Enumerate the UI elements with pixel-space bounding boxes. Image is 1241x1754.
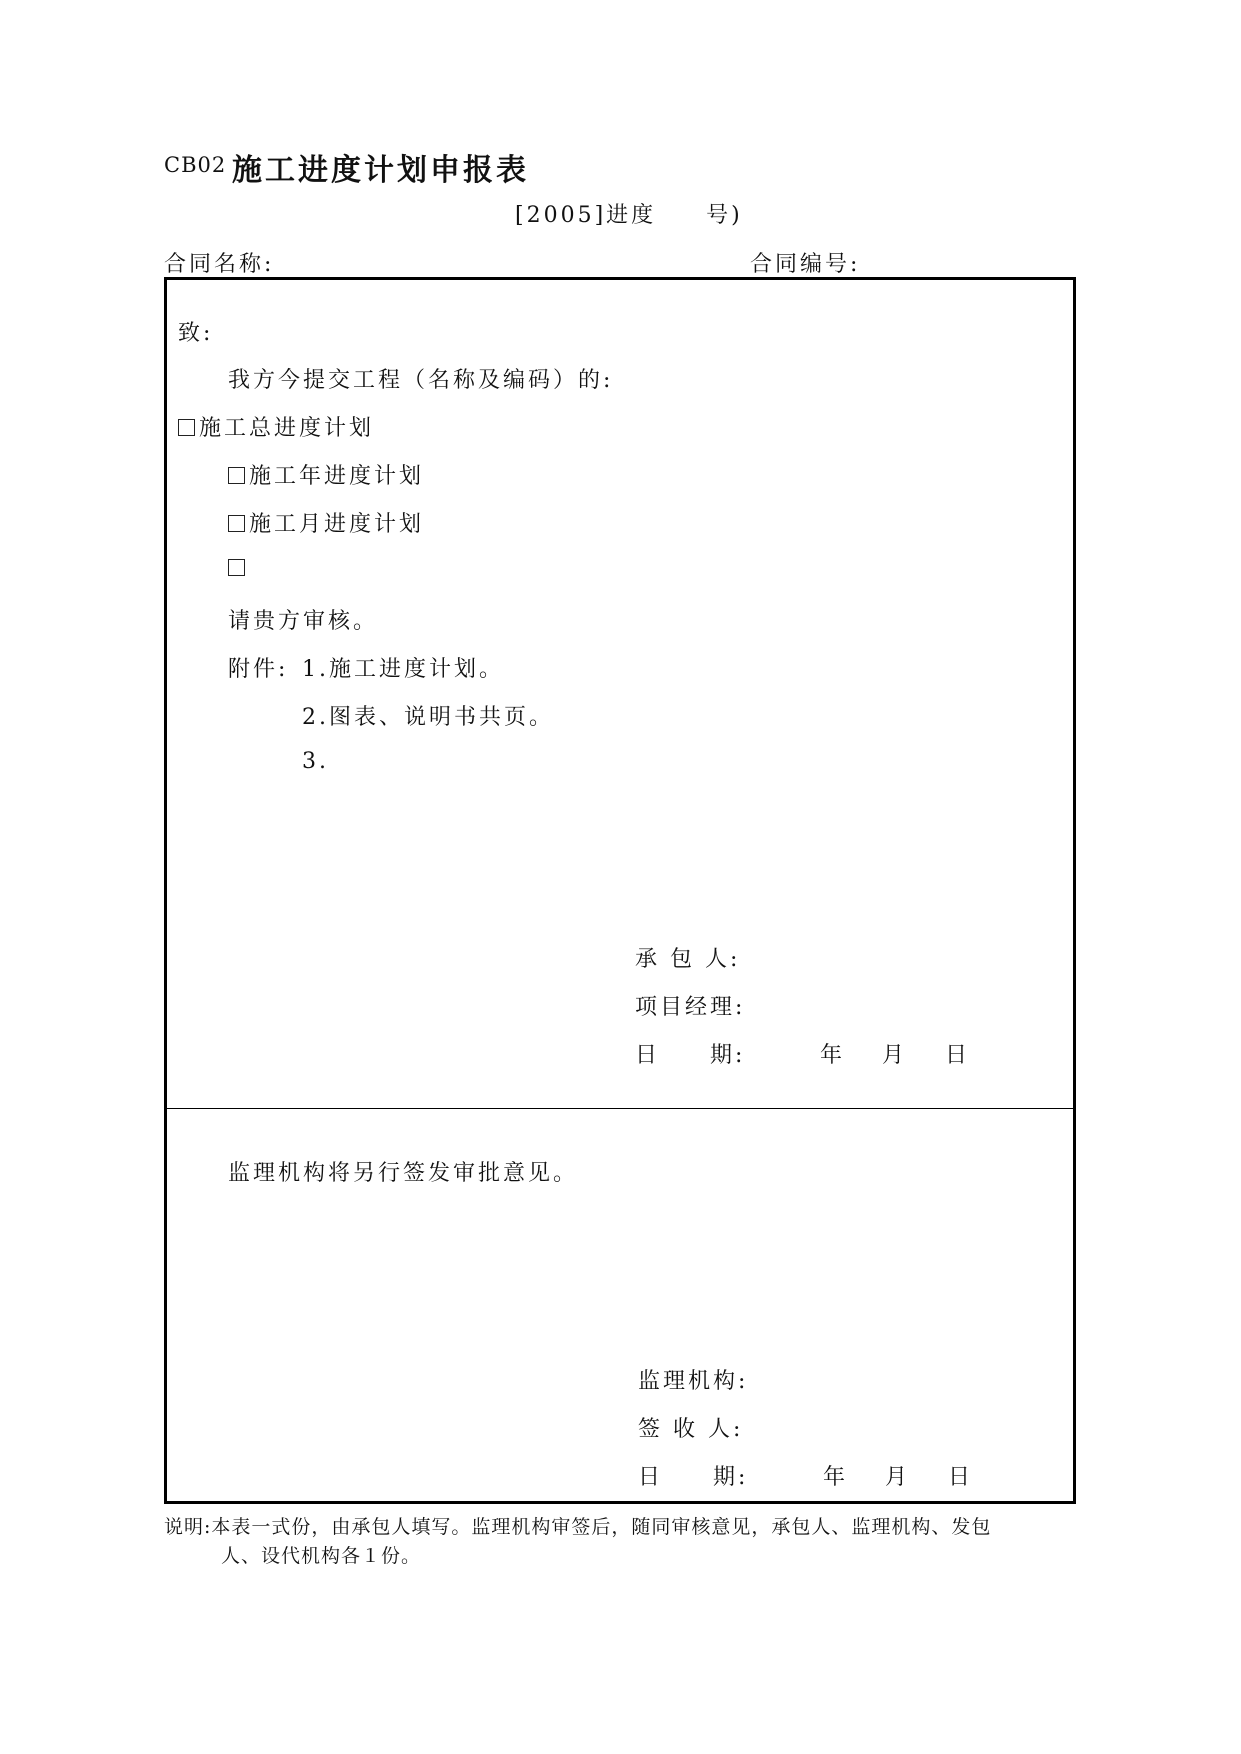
checkbox-item-annual-plan[interactable] — [228, 459, 424, 490]
attachment-label: 附件: — [228, 657, 289, 682]
footer-note-line1: 说明:本表一式份，由承包人填写。监理机构审签后，随同审核意见，承包人、监理机构、发包 — [164, 1516, 992, 1538]
attachment-item: 2.图表、说明书共页。 — [302, 705, 554, 730]
checkbox-icon[interactable] — [178, 419, 195, 436]
checkbox-label: 施工年进度计划 — [249, 464, 425, 489]
date-day: 日 — [945, 1043, 971, 1068]
contract-number-label: 合同编号: — [750, 252, 861, 277]
project-manager-label: 项目经理: — [635, 995, 746, 1020]
date-month: 月 — [882, 1043, 908, 1068]
date-label: 日 期: — [635, 1043, 746, 1068]
contractor-label: 承 包 人: — [635, 947, 741, 972]
checkbox-item-total-plan[interactable] — [178, 411, 374, 442]
intro-text: 我方今提交工程（名称及编码）的: — [228, 368, 614, 393]
section-divider — [164, 1108, 1076, 1109]
checkbox-icon[interactable] — [228, 515, 245, 532]
checkbox-item-other[interactable] — [228, 556, 249, 581]
attachment-item: 3. — [302, 749, 329, 774]
checkbox-icon[interactable] — [228, 559, 245, 576]
form-code: CB02 — [164, 153, 227, 177]
receiver-label: 签 收 人: — [638, 1417, 744, 1442]
date-year: 年 — [823, 1465, 849, 1490]
checkbox-label: 施工月进度计划 — [249, 512, 425, 537]
contract-name-label: 合同名称: — [164, 252, 275, 277]
attachment-item: 1.施工进度计划。 — [302, 657, 504, 682]
date-label: 日 期: — [638, 1465, 749, 1490]
date-month: 月 — [885, 1465, 911, 1490]
checkbox-label: 施工总进度计划 — [199, 416, 375, 441]
checkbox-item-monthly-plan[interactable] — [228, 507, 424, 538]
checkbox-icon[interactable] — [228, 467, 245, 484]
date-day: 日 — [948, 1465, 974, 1490]
doc-number: [2005]进度 号) — [515, 203, 743, 228]
date-year: 年 — [820, 1043, 846, 1068]
approval-statement: 监理机构将另行签发审批意见。 — [228, 1161, 579, 1186]
request-text: 请贵方审核。 — [228, 609, 379, 634]
supervisor-label: 监理机构: — [638, 1369, 749, 1394]
page-title: 施工进度计划申报表 — [232, 153, 529, 188]
recipient-label: 致: — [178, 321, 214, 346]
footer-note-line2: 人、设代机构各１份。 — [221, 1545, 422, 1567]
